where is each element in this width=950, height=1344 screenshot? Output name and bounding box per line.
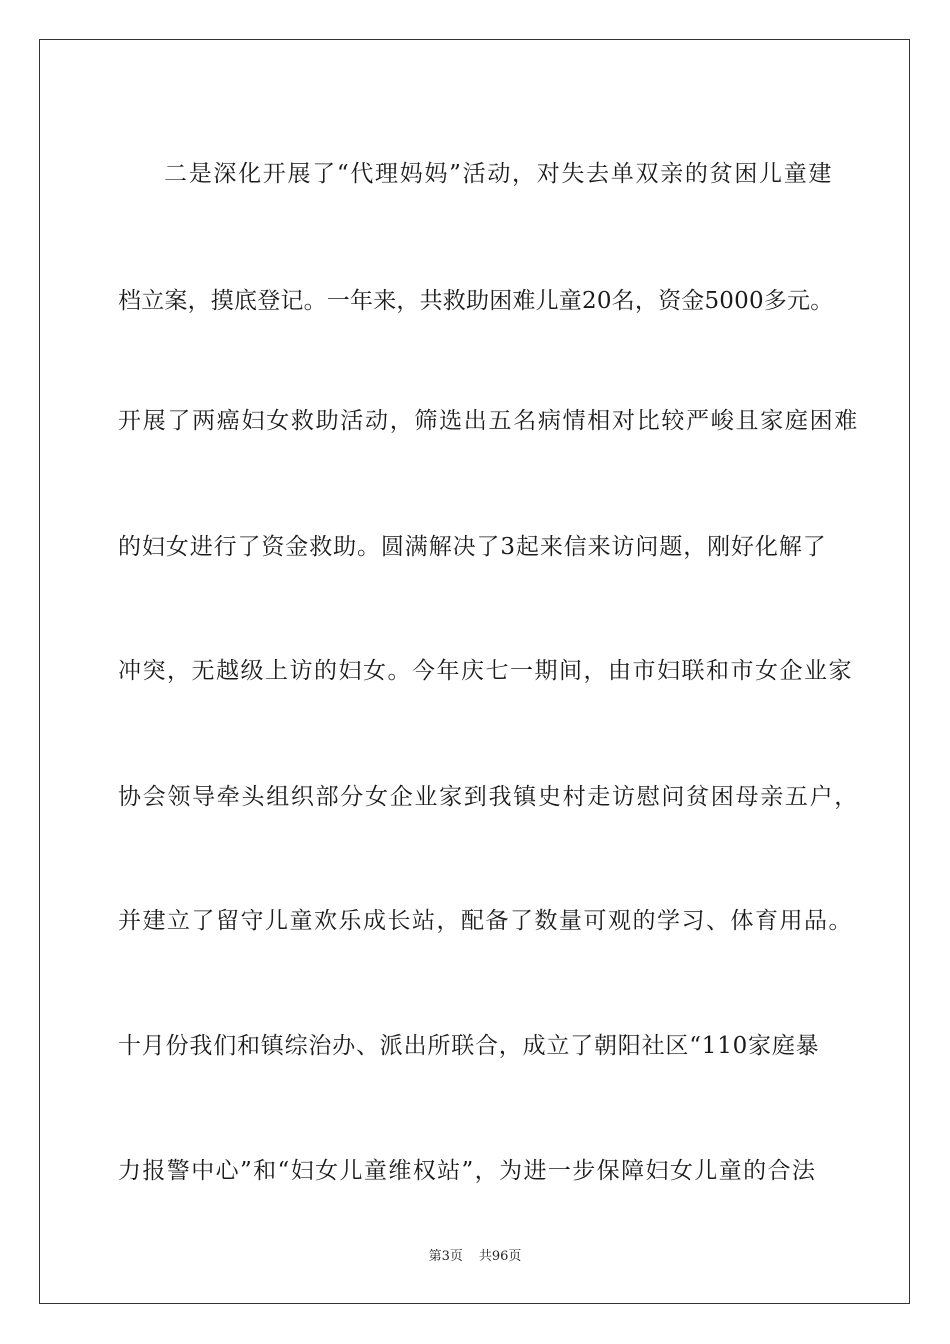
paragraph-line: 冲突，无越级上访的妇女。今年庆七一期间，由市妇联和市女企业家 (118, 658, 853, 684)
paragraph-line: 二是深化开展了“代理妈妈”活动，对失去单双亲的贫困儿童建 (164, 161, 834, 187)
paragraph-line: 协会领导牵头组织部分女企业家到我镇史村走访慰问贫困母亲五户， (118, 784, 859, 810)
paragraph-line: 并建立了留守儿童欢乐成长站，配备了数量可观的学习、体育用品。 (118, 908, 853, 934)
paragraph-line: 的妇女进行了资金救助。圆满解决了3起来信来访问题，刚好化解了 (118, 534, 827, 560)
total-pages: 共96页 (478, 1249, 522, 1264)
paragraph-line: 力报警中心”和“妇女儿童维权站”，为进一步保障妇女儿童的合法 (118, 1158, 817, 1184)
paragraph-line: 档立案，摸底登记。一年来，共救助困难儿童20名，资金5000多元。 (118, 288, 834, 314)
page-footer (0, 1248, 950, 1266)
paragraph-line: 开展了两癌妇女救助活动，筛选出五名病情相对比较严峻且家庭困难 (118, 408, 859, 434)
page-number: 第3页 (428, 1249, 463, 1264)
paragraph-line: 十月份我们和镇综治办、派出所联合，成立了朝阳社区“110家庭暴 (118, 1033, 820, 1059)
